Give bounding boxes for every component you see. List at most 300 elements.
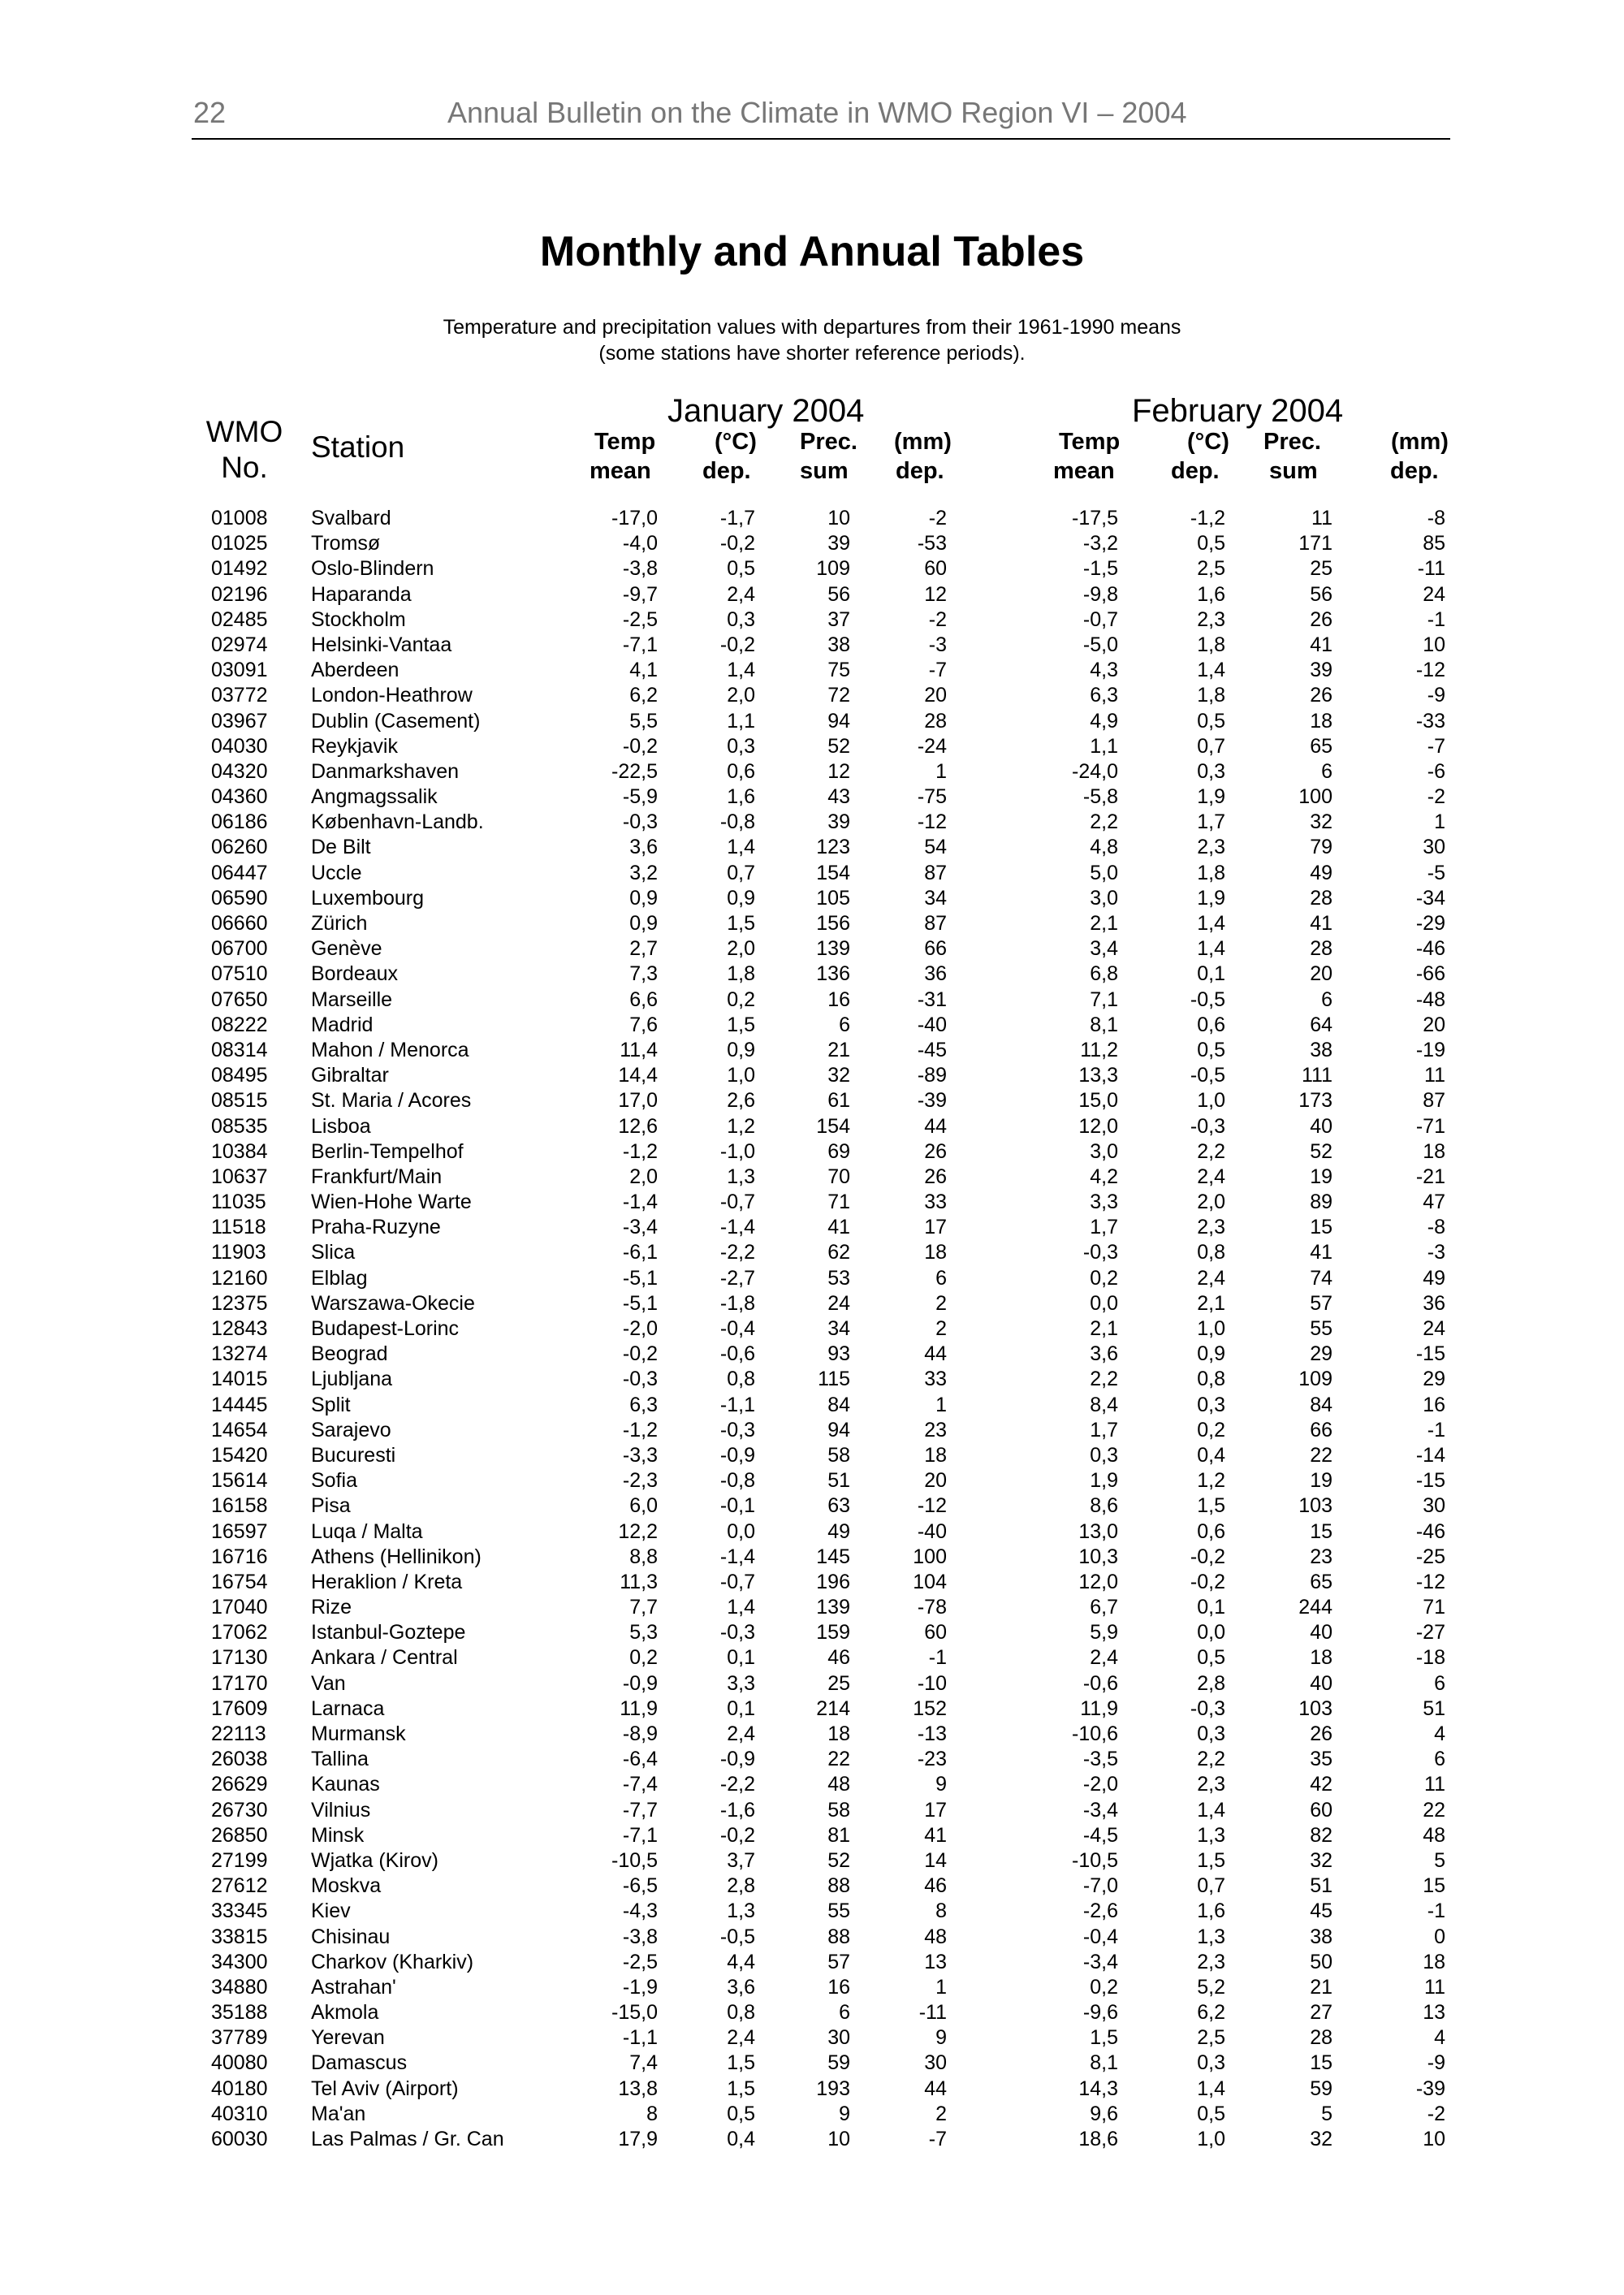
feb-mm-header: (mm) [1391,429,1449,455]
feb-prec-sum: 26 [1310,1722,1332,1745]
wmo-number: 17170 [211,1671,268,1695]
feb-temp-dep: 0,1 [1197,1596,1225,1619]
feb-prec-dep: -8 [1427,507,1445,529]
feb-prec-dep: -11 [1417,557,1445,581]
feb-prec-dep: 1 [1434,810,1445,834]
jan-prec-dep: -23 [917,1748,947,1771]
jan-prec-dep: 20 [924,1469,947,1493]
feb-temp-mean: -3,5 [1082,1748,1118,1771]
wmo-number: 06260 [211,836,268,859]
jan-prec-dep: 23 [924,1418,947,1441]
feb-prec-dep: -1 [1427,607,1445,631]
table-row [0,1595,1624,1620]
table-row [0,1823,1624,1848]
jan-temp-mean: 0,9 [629,886,658,910]
jan-temp-mean: -7,1 [622,633,658,656]
feb-prec-sum: 28 [1310,886,1332,910]
jan-temp-dep: 2,4 [727,582,755,606]
feb-temp-dep: 1,4 [1197,1798,1225,1822]
jan-temp-mean: -7,4 [622,1773,658,1796]
jan-prec-sum: 154 [816,1114,850,1138]
jan-prec-dep: 6 [935,1266,947,1290]
feb-temp-mean: 5,9 [1090,1621,1118,1645]
feb-temp-mean: 8,4 [1090,1393,1118,1416]
feb-temp-mean: -0,7 [1082,607,1118,631]
jan-prec-sum: 109 [816,557,850,581]
feb-prec-sum: 45 [1310,1900,1332,1923]
wmo-number: 10637 [211,1165,268,1188]
wmo-header: WMO [205,415,283,448]
wmo-no-header: No. [221,451,268,484]
jan-temp-mean: -6,4 [622,1748,658,1771]
jan-prec-dep: -39 [917,1089,947,1113]
climate-table [0,506,1624,2152]
feb-temp-mean: -17,5 [1072,507,1118,529]
feb-prec-sum: 82 [1310,1823,1332,1847]
station-name: Oslo-Blindern [311,557,434,581]
wmo-number: 10384 [211,1139,268,1163]
feb-temp-dep: 1,8 [1197,684,1225,707]
jan-prec-dep: 87 [924,861,947,884]
jan-temp-dep: 2,4 [727,2026,755,2050]
feb-temp-dep: 6,2 [1197,2001,1225,2025]
jan-prec-dep: 13 [924,1950,947,1973]
feb-temp-mean: -9,6 [1082,2001,1118,2025]
feb-dep2-header: dep. [1390,458,1439,484]
table-row [0,886,1624,911]
jan-temp-mean: -17,0 [611,507,658,529]
feb-prec-sum: 60 [1310,1798,1332,1822]
jan-prec-dep: 60 [924,557,947,581]
feb-prec-dep: -46 [1415,1519,1445,1543]
wmo-number: 17130 [211,1646,268,1670]
jan-temp-mean: 2,0 [629,1165,658,1188]
jan-prec-sum: 46 [827,1646,850,1670]
station-name: Tallina [311,1748,369,1771]
station-name: Chisinau [311,1925,391,1948]
feb-temp-mean: -10,6 [1072,1722,1118,1745]
feb-prec-dep: 6 [1434,1748,1445,1771]
feb-prec-dep: 30 [1423,836,1445,859]
feb-prec-dep: -27 [1415,1621,1445,1645]
station-name: Dublin (Casement) [311,709,481,733]
feb-temp-dep: 0,8 [1197,1241,1225,1264]
jan-temp-mean: -3,8 [622,557,658,581]
feb-temp-dep: 1,7 [1197,810,1225,834]
feb-prec-sum: 20 [1310,962,1332,986]
feb-prec-dep: 6 [1434,1671,1445,1695]
jan-dep-header: dep. [702,458,751,484]
feb-temp-mean: -5,0 [1082,633,1118,656]
feb-prec-dep: -15 [1415,1469,1445,1493]
jan-prec-dep: -75 [917,785,947,809]
jan-temp-dep: -0,9 [719,1748,755,1771]
feb-prec-dep: -5 [1427,861,1445,884]
feb-prec-sum: 52 [1310,1139,1332,1163]
wmo-number: 11903 [211,1241,266,1264]
feb-prec-sum: 51 [1310,1874,1332,1898]
jan-temp-dep: 2,6 [727,1089,755,1113]
jan-temp-dep: -1,6 [719,1798,755,1822]
jan-prec-sum: 53 [827,1266,850,1290]
jan-prec-dep: 44 [924,2077,947,2100]
feb-prec-dep: -12 [1415,659,1445,682]
feb-prec-dep: 11 [1424,1773,1445,1796]
jan-temp-mean: -0,2 [622,734,658,758]
feb-prec-dep: -21 [1415,1165,1445,1188]
jan-mm-header: (mm) [894,429,952,455]
feb-prec-sum: 40 [1310,1114,1332,1138]
jan-prec-dep: -2 [928,607,947,631]
feb-temp-dep: 1,0 [1197,1317,1225,1340]
jan-prec-sum: 58 [827,1798,850,1822]
station-name: Lisboa [311,1114,371,1138]
intro-line-2: (some stations have shorter reference periods). [598,342,1026,365]
jan-prec-dep: 44 [924,1114,947,1138]
feb-temp-header: Temp [1059,429,1121,455]
wmo-number: 34880 [211,1975,268,1999]
jan-prec-sum: 37 [827,607,850,631]
jan-temp-dep: -0,8 [719,810,755,834]
jan-temp-mean: 6,6 [629,988,658,1011]
table-row [0,1443,1624,1468]
station-name: Van [311,1671,346,1695]
feb-prec-sum: 41 [1310,1241,1332,1264]
feb-temp-dep: 1,9 [1197,785,1225,809]
feb-temp-dep: 2,4 [1197,1266,1225,1290]
wmo-number: 08495 [211,1064,268,1087]
jan-prec-dep: -78 [917,1596,947,1619]
jan-prec-sum: 16 [827,988,850,1011]
station-name: Slica [311,1241,356,1264]
jan-prec-sum: 59 [827,2051,850,2075]
wmo-number: 02196 [211,582,268,606]
feb-prec-sum: 57 [1310,1291,1332,1315]
jan-prec-sum: 21 [827,1038,850,1061]
feb-prec-dep: -3 [1427,1241,1445,1264]
jan-prec-dep: 66 [924,937,947,961]
feb-temp-dep: 0,6 [1197,1519,1225,1543]
feb-temp-dep: 0,5 [1197,709,1225,733]
feb-temp-dep: 0,3 [1197,1393,1225,1416]
jan-prec-sum: 139 [816,937,850,961]
jan-temp-mean: -5,1 [622,1291,658,1315]
feb-prec-dep: 18 [1423,1139,1445,1163]
jan-temp-dep: -0,4 [719,1317,755,1340]
jan-temp-dep: -0,2 [719,532,755,555]
jan-temp-dep: 1,8 [727,962,755,986]
jan-mean-header: mean [590,458,651,484]
jan-temp-mean: 6,0 [629,1494,658,1518]
feb-temp-dep: 0,7 [1197,1874,1225,1898]
jan-prec-sum: 159 [816,1621,850,1645]
feb-temp-mean: 3,6 [1090,1342,1118,1366]
table-row [0,2051,1624,2076]
jan-prec-dep: 18 [924,1241,947,1264]
feb-prec-sum: 41 [1310,633,1332,656]
jan-temp-dep: -0,3 [719,1621,755,1645]
feb-prec-dep: -2 [1427,2102,1445,2125]
table-row [0,1645,1624,1670]
jan-temp-mean: -1,2 [622,1139,658,1163]
jan-temp-mean: 12,6 [618,1114,658,1138]
jan-temp-dep: -1,1 [719,1393,755,1416]
station-name: Las Palmas / Gr. Can [311,2128,504,2150]
jan-temp-mean: 8,8 [629,1545,658,1568]
feb-temp-mean: 1,7 [1090,1418,1118,1441]
feb-prec-sum: 26 [1310,684,1332,707]
wmo-number: 14445 [211,1393,268,1416]
running-title: Annual Bulletin on the Climate in WMO Region VI – 2004 [447,96,1187,129]
feb-temp-dep: 2,3 [1197,1950,1225,1973]
feb-temp-dep: 1,4 [1197,2077,1225,2100]
station-name: Athens (Hellinikon) [311,1545,482,1568]
jan-prec-sum: 105 [816,886,850,910]
feb-prec-dep: 22 [1423,1798,1445,1822]
jan-prec-dep: 17 [924,1216,947,1239]
feb-prec-dep: -9 [1427,684,1445,707]
jan-prec-dep: -31 [917,988,947,1011]
feb-temp-dep: 1,4 [1197,912,1225,935]
feb-prec-dep: 18 [1423,1950,1445,1973]
jan-temp-mean: -1,1 [622,2026,658,2050]
jan-temp-dep: 1,4 [727,836,755,859]
jan-prec-dep: 41 [924,1823,947,1847]
wmo-number: 26730 [211,1798,268,1822]
station-name: Madrid [311,1013,374,1036]
feb-temp-dep: 1,9 [1197,886,1225,910]
jan-temp-dep: 0,3 [727,607,755,631]
feb-prec-sum: 19 [1310,1165,1332,1188]
jan-temp-dep: 1,4 [727,659,755,682]
station-name: Damascus [311,2051,408,2075]
jan-temp-mean: 4,1 [629,659,658,682]
jan-prec-dep: -11 [918,2001,947,2025]
feb-prec-dep: 71 [1423,1596,1445,1619]
jan-temp-dep: 3,7 [727,1848,755,1872]
table-row [0,1848,1624,1874]
feb-temp-mean: 8,6 [1090,1494,1118,1518]
jan-prec-dep: 33 [924,1368,947,1391]
jan-prec-dep: -53 [917,532,947,555]
feb-temp-mean: -3,2 [1082,532,1118,555]
feb-prec-sum: 65 [1310,734,1332,758]
jan-temp-dep: 2,4 [727,1722,755,1745]
intro-text [0,314,1624,366]
jan-temp-dep: 0,6 [727,759,755,783]
feb-temp-dep: 2,2 [1197,1139,1225,1163]
jan-prec-dep: 9 [935,1773,947,1796]
feb-temp-dep: 2,3 [1197,836,1225,859]
table-row [0,1190,1624,1215]
jan-prec-sum: 123 [816,836,850,859]
feb-prec-dep: -19 [1415,1038,1445,1061]
wmo-number: 07650 [211,988,268,1011]
station-name: Aberdeen [311,659,400,682]
feb-temp-mean: 13,0 [1078,1519,1118,1543]
feb-prec-dep: -46 [1415,937,1445,961]
table-row [0,936,1624,962]
feb-prec-dep: -66 [1415,962,1445,986]
feb-temp-mean: 14,3 [1078,2077,1118,2100]
feb-prec-dep: 20 [1423,1013,1445,1036]
jan-prec-dep: 33 [924,1191,947,1214]
table-row [0,1367,1624,1392]
feb-temp-mean: 3,0 [1090,1139,1118,1163]
feb-prec-sum: 19 [1310,1469,1332,1493]
feb-prec-sum: 32 [1310,810,1332,834]
station-name: Gibraltar [311,1064,389,1087]
feb-prec-dep: -9 [1427,2051,1445,2075]
jan-temp-dep: 0,0 [727,1519,755,1543]
feb-temp-mean: 6,8 [1090,962,1118,986]
jan-prec-sum: 49 [827,1519,850,1543]
jan-temp-mean: -3,8 [622,1925,658,1948]
jan-prec-dep: 2 [935,1291,947,1315]
feb-temp-dep: 1,8 [1197,633,1225,656]
jan-temp-mean: 0,9 [629,912,658,935]
feb-temp-mean: 3,4 [1090,937,1118,961]
jan-temp-dep: 1,6 [727,785,755,809]
jan-temp-mean: -1,2 [622,1418,658,1441]
feb-temp-mean: 2,2 [1090,1368,1118,1391]
wmo-number: 37789 [211,2026,268,2050]
feb-temp-mean: 6,7 [1090,1596,1118,1619]
feb-temp-mean: 9,6 [1090,2102,1118,2125]
table-row [0,810,1624,835]
jan-prec-sum: 136 [816,962,850,986]
feb-temp-mean: 4,3 [1090,659,1118,682]
jan-prec-dep: 34 [924,886,947,910]
jan-prec-sum: 62 [827,1241,850,1264]
feb-prec-sum: 5 [1321,2102,1332,2125]
feb-prec-sum: 18 [1310,1646,1332,1670]
wmo-number: 01492 [211,557,268,581]
wmo-number: 07510 [211,962,268,986]
wmo-number: 15614 [211,1469,268,1493]
station-name: Minsk [311,1823,365,1847]
table-row [0,759,1624,784]
jan-temp-mean: -6,1 [622,1241,658,1264]
jan-temp-mean: 17,9 [618,2128,658,2150]
jan-temp-dep: 0,8 [727,1368,755,1391]
feb-temp-dep: 2,8 [1197,1671,1225,1695]
feb-temp-mean: 0,2 [1090,1266,1118,1290]
wmo-number: 01008 [211,507,268,529]
table-row [0,1722,1624,1747]
jan-prec-sum: 39 [827,532,850,555]
station-name: Moskva [311,1874,382,1898]
station-name: Budapest-Lorinc [311,1317,460,1340]
wmo-number: 06660 [211,912,268,935]
station-name: Larnaca [311,1696,385,1720]
feb-temp-mean: -9,8 [1082,582,1118,606]
station-name: Yerevan [311,2026,385,2050]
station-name: Tromsø [311,532,381,555]
feb-temp-mean: 8,1 [1090,2051,1118,2075]
table-row [0,1165,1624,1190]
feb-prec-dep: 10 [1423,633,1445,656]
wmo-number: 02485 [211,607,268,631]
wmo-number: 40180 [211,2077,268,2100]
feb-temp-dep: 5,2 [1197,1975,1225,1999]
jan-temp-dep: 1,0 [727,1064,755,1087]
feb-prec-sum: 15 [1310,2051,1332,2075]
jan-temp-dep: 3,3 [727,1671,755,1695]
jan-temp-dep: -0,7 [719,1570,755,1593]
table-row [0,1671,1624,1696]
table-row [0,1696,1624,1722]
feb-temp-dep: 0,4 [1197,1443,1225,1467]
table-row [0,1316,1624,1342]
jan-temp-dep: 0,9 [727,1038,755,1061]
jan-prec-sum: 196 [816,1570,850,1593]
jan-temp-dep: -0,1 [719,1494,755,1518]
table-row [0,1291,1624,1316]
jan-temp-dep: -0,7 [719,1191,755,1214]
station-name: Sarajevo [311,1418,391,1441]
feb-temp-dep: 0,5 [1197,2102,1225,2125]
feb-prec-dep: 29 [1423,1368,1445,1391]
station-name: Luqa / Malta [311,1519,423,1543]
wmo-number: 12375 [211,1291,268,1315]
jan-temp-dep: -0,9 [719,1443,755,1467]
wmo-number: 26038 [211,1748,268,1771]
station-name: Mahon / Menorca [311,1038,469,1061]
jan-temp-mean: -2,3 [622,1469,658,1493]
feb-prec-sum: 32 [1310,2128,1332,2150]
table-row [0,1798,1624,1823]
feb-temp-mean: -10,5 [1072,1848,1118,1872]
intro-line-1: Temperature and precipitation values with departures from their 1961-1990 means [443,316,1181,339]
table-row [0,911,1624,936]
wmo-number: 17040 [211,1596,268,1619]
feb-temp-mean: 1,5 [1090,2026,1118,2050]
jan-temp-dep: 2,8 [727,1874,755,1898]
jan-prec-sum: 84 [827,1393,850,1416]
wmo-number: 02974 [211,633,268,656]
feb-temp-dep: 1,0 [1197,2128,1225,2150]
jan-prec-dep: -12 [917,810,947,834]
jan-temp-dep: -1,8 [719,1291,755,1315]
station-name: Wjatka (Kirov) [311,1848,438,1872]
feb-prec-sum: 28 [1310,2026,1332,2050]
jan-temp-mean: 11,4 [620,1038,658,1061]
jan-prec-sum: 25 [827,1671,850,1695]
table-row [0,1975,1624,2000]
wmo-number: 11035 [211,1191,266,1214]
feb-prec-header: Prec. [1263,429,1321,455]
jan-temp-mean: -22,5 [611,759,658,783]
station-name: Rize [311,1596,352,1619]
feb-prec-sum: 244 [1298,1596,1332,1619]
feb-prec-sum: 103 [1298,1494,1332,1518]
station-name: København-Landb. [311,810,484,834]
jan-temp-mean: 8 [646,2102,658,2125]
feb-prec-sum: 15 [1310,1519,1332,1543]
jan-prec-dep: -89 [917,1064,947,1087]
station-name: De Bilt [311,836,371,859]
jan-temp-mean: -0,9 [622,1671,658,1695]
feb-prec-dep: -7 [1427,734,1445,758]
jan-temp-dep: 0,1 [727,1646,755,1670]
wmo-number: 03772 [211,684,268,707]
feb-prec-sum: 84 [1310,1393,1332,1416]
jan-temp-mean: -7,7 [622,1798,658,1822]
jan-temp-dep: 1,5 [727,1013,755,1036]
station-name: Wien-Hohe Warte [311,1191,472,1214]
feb-temp-mean: 2,2 [1090,810,1118,834]
